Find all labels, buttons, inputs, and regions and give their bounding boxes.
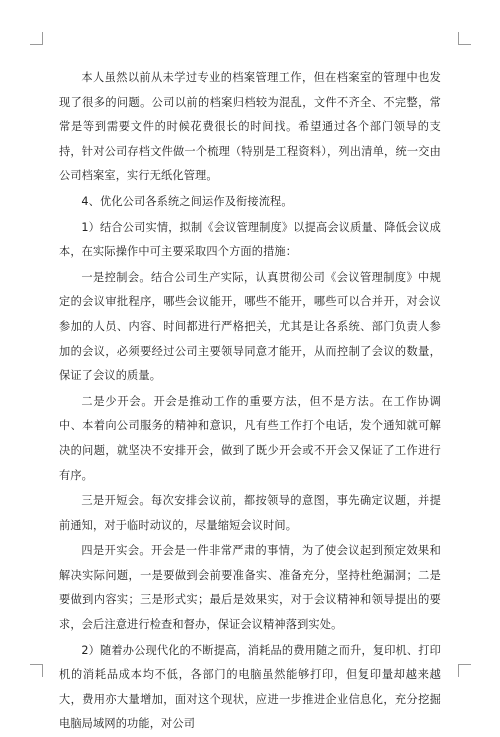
paragraph-practical-meetings: 四是开实会。开会是一件非常严肃的事情，为了使会议起到预定效果和解决实际问题，一是要做到会前要准备实、准备充分，坚持杜绝漏洞；二是要做到内容实；三是形式实；最后是效果实，对于会议精神和领导提出的要求，会后注意进行检查和督办，保证会议精神落到实处。	[59, 544, 441, 632]
paragraph-archive-management: 本人虽然以前从未学过专业的档案管理工作，但在档案室的管理中也发现了很多的问题。公司以前的档案归档较为混乱，文件不齐全、不完整，常常是等到需要文件的时候花费很长的时间找。希望通过各个部门领导的支持，针对公司存档文件做一个梳理（特别是工程资料），列出清单，统一交由公司档案室，实行无纸化管理。	[59, 71, 441, 183]
paragraph-office-consumables: 2）随着办公现代化的不断提高，消耗品的费用随之而升，复印机、打印机的消耗品成本均不低，各部门的电脑虽然能够打印，但复印量却越来越大，费用亦大量增加，面对这个现状，应进一步推进企业信息化，充分挖掘电脑局域网的功能，对公司	[59, 643, 441, 731]
crop-mark-top-left	[30, 32, 43, 45]
crop-mark-bottom-left	[30, 664, 43, 677]
paragraph-fewer-meetings: 二是少开会。开会是推动工作的重要方法，但不是方法。在工作协调中、本着向公司服务的精神和意识，凡有些工作打个电话，发个通知就可解决的问题，就坚决不安排开会，做到了既少开会或不开会又保证了工作进行有序。	[59, 394, 441, 482]
crop-mark-bottom-right	[458, 664, 471, 677]
paragraph-meeting-rules: 1）结合公司实情，拟制《会议管理制度》以提高会议质量、降低会议成本，在实际操作中可主要采取四个方面的措施：	[59, 220, 441, 259]
paragraph-section-4-heading: 4、优化公司各系统之间运作及衔接流程。	[81, 194, 293, 208]
document-body	[59, 66, 441, 737]
crop-mark-top-right	[458, 32, 471, 45]
paragraph-control-meetings: 一是控制会。结合公司生产实际，认真贯彻公司《会议管理制度》中规定的会议审批程序，哪些会议能开，哪些不能开，哪些可以合并开，对会议参加的人员、内容、时间都进行严格把关，尤其是让各系统、部门负责人参加的会议，必须要经过公司主要领导同意才能开，从而控制了会议的数量，保证了会议的质量。	[59, 270, 441, 383]
paragraph-short-meetings: 三是开短会。每次安排会议前，都按领导的意图，事先确定议题，并提前通知，对于临时动议的，尽量缩短会议时间。	[59, 494, 441, 532]
